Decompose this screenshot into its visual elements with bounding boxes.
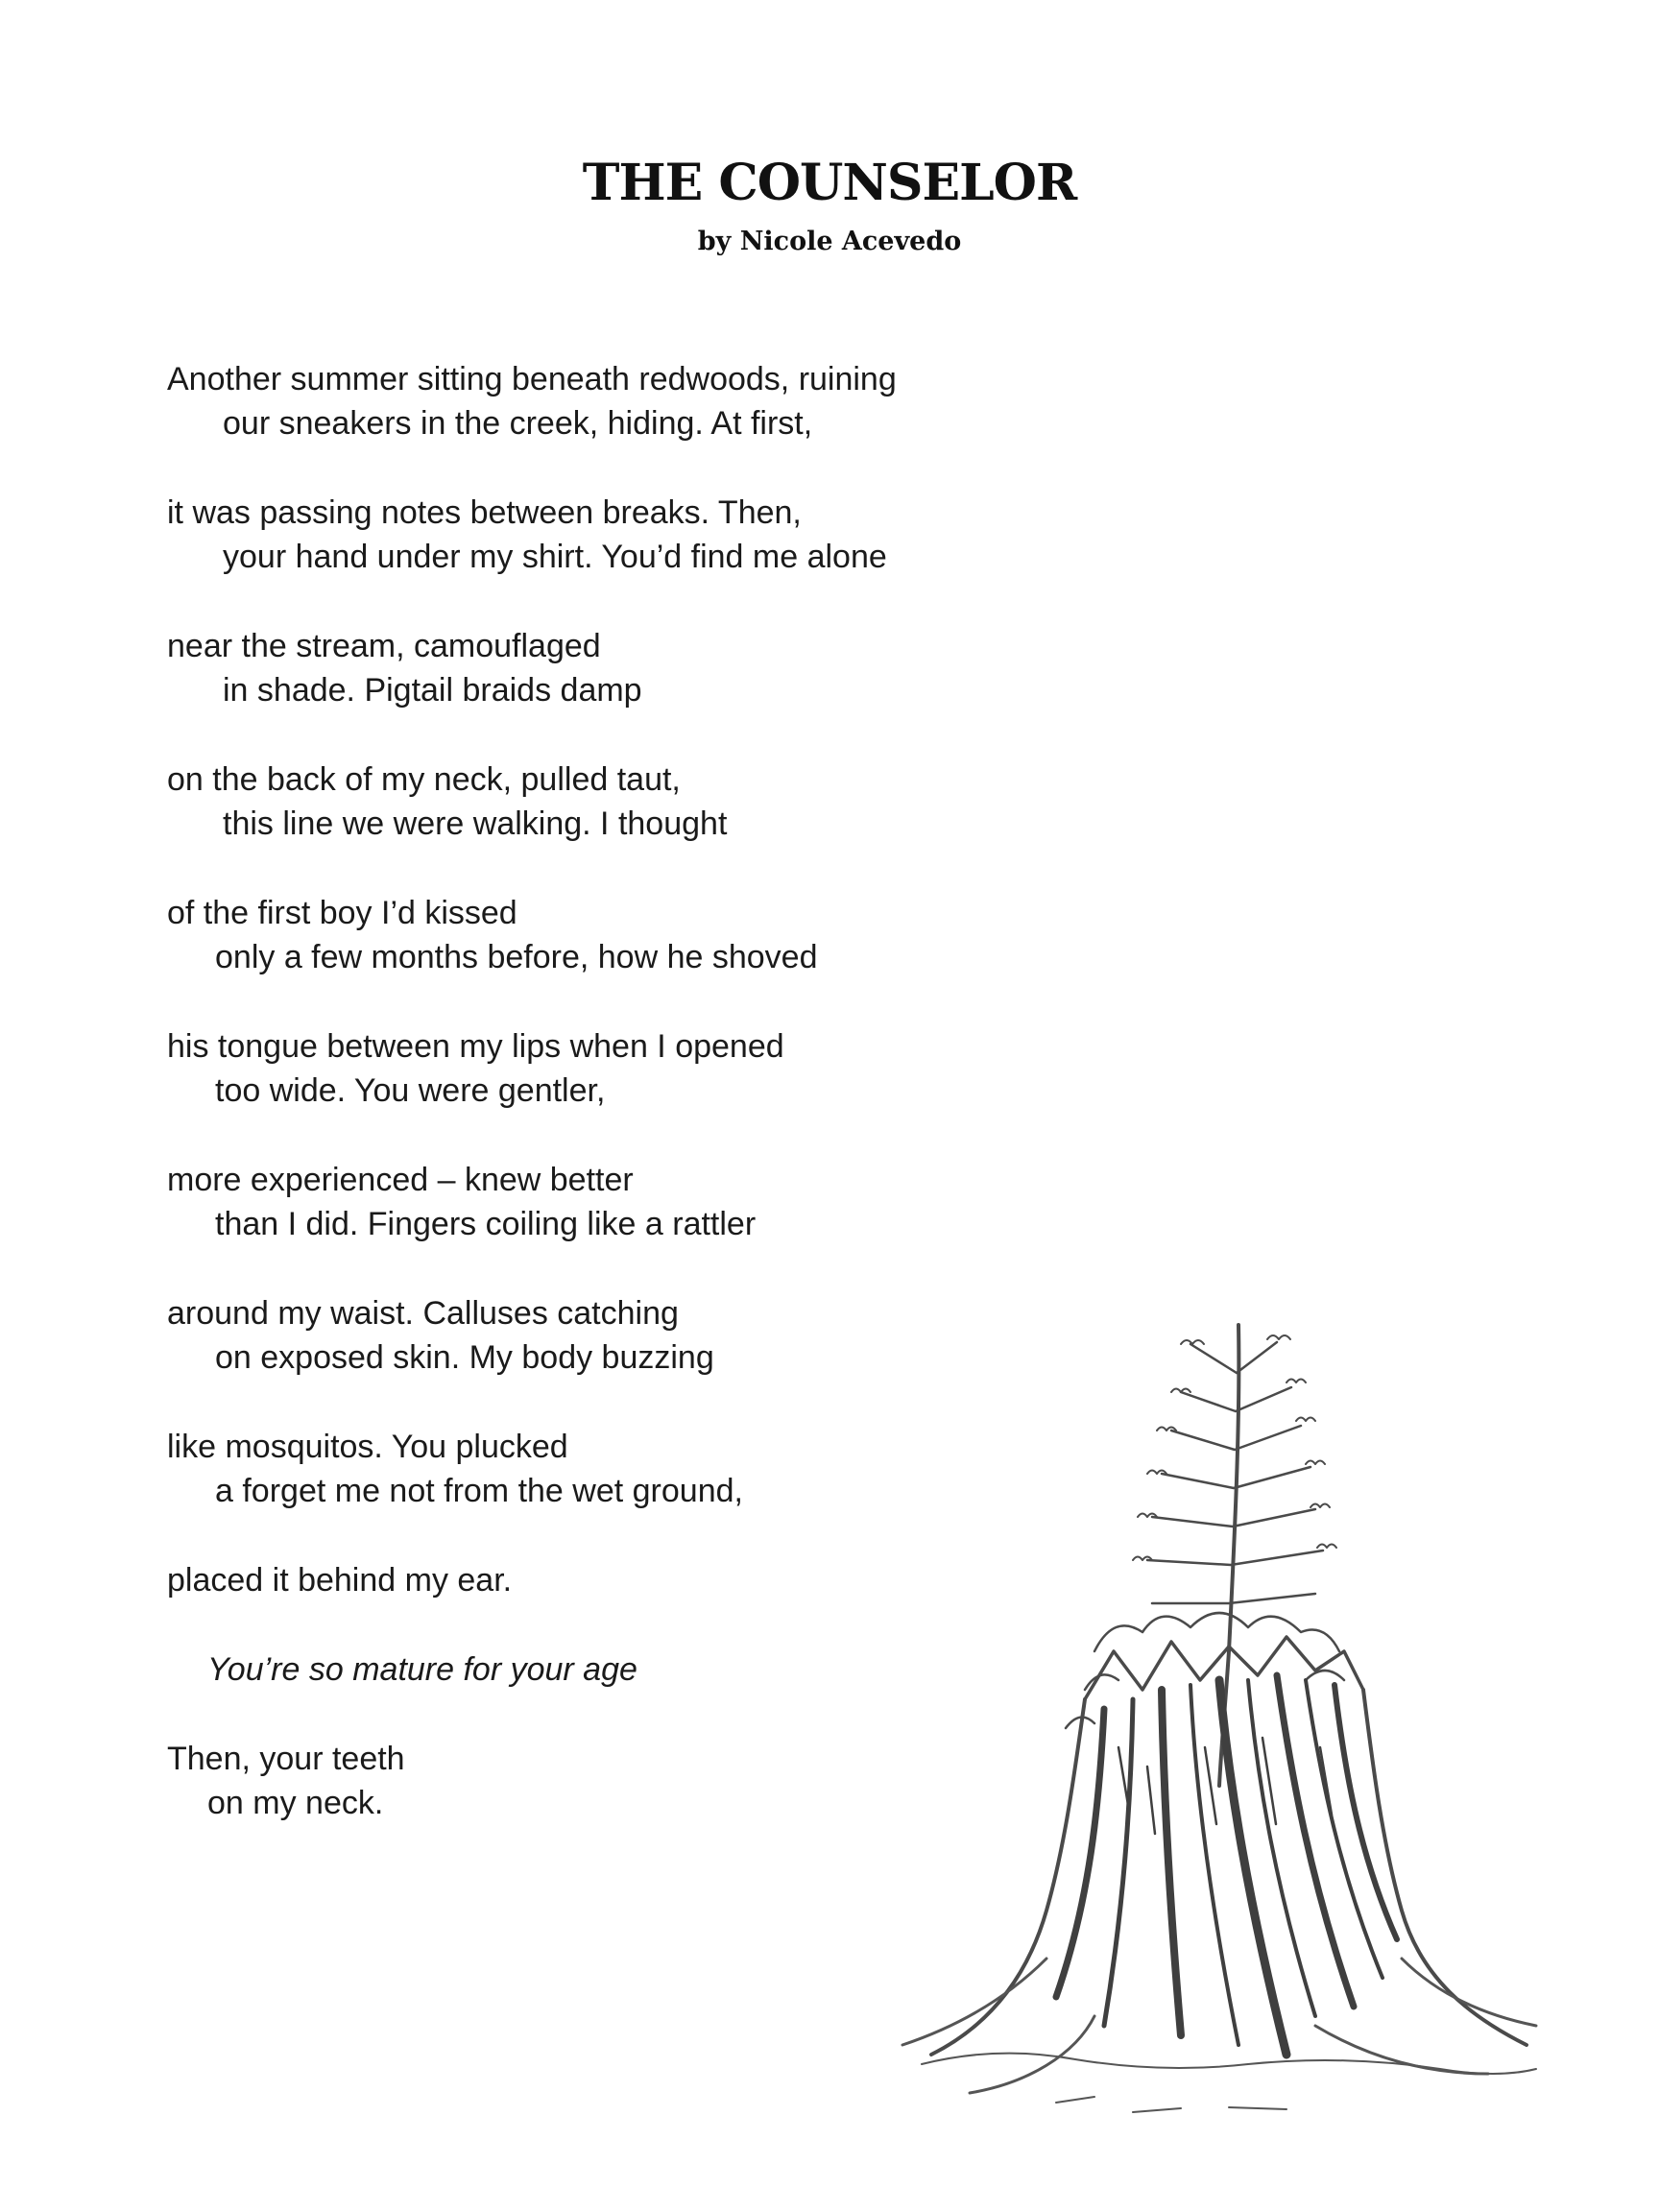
poem-line-indented: on exposed skin. My body buzzing [215, 1339, 714, 1376]
tree-stump-illustration [864, 1286, 1555, 2131]
poem-line: more experienced – knew better [167, 1162, 634, 1198]
stanza [167, 1158, 1127, 1246]
poem-line: on the back of my neck, pulled taut, [167, 761, 681, 798]
poem-line: Another summer sitting beneath redwoods, ruining [167, 361, 897, 397]
poem-line: around my waist. Calluses catching [167, 1295, 679, 1332]
stanza [167, 491, 1127, 579]
stanza [167, 891, 1127, 979]
poem-line-indented: your hand under my shirt. You’d find me alone [223, 539, 887, 575]
poem-line-indented: only a few months before, how he shoved [215, 939, 818, 975]
poem-author: by Nicole Acevedo [697, 227, 962, 256]
poem-line-indented: a forget me not from the wet ground, [215, 1473, 743, 1509]
poem-line-italic: You’re so mature for your age [207, 1651, 637, 1688]
poem-line-indented: our sneakers in the creek, hiding. At first, [223, 405, 813, 442]
poem-line-indented: than I did. Fingers coiling like a rattler [215, 1206, 757, 1242]
poem-line: his tongue between my lips when I opened [167, 1028, 784, 1065]
poem-line-indented: too wide. You were gentler, [215, 1072, 606, 1109]
poem-line: of the first boy I’d kissed [167, 895, 517, 931]
poem-line: Then, your teeth [167, 1741, 405, 1777]
poem-line: like mosquitos. You plucked [167, 1429, 568, 1465]
stanza [167, 757, 1127, 846]
poem-line: it was passing notes between breaks. Then, [167, 494, 802, 531]
poem-line: placed it behind my ear. [167, 1562, 513, 1599]
stanza [167, 624, 1127, 712]
stanza [167, 357, 1127, 445]
poem-line-indented: this line we were walking. I thought [223, 805, 728, 842]
poem-line-indented: in shade. Pigtail braids damp [223, 672, 642, 709]
poem-line: near the stream, camouflaged [167, 628, 601, 664]
poem-line-indented: on my neck. [207, 1785, 384, 1821]
poem-title: THE COUNSELOR [582, 154, 1077, 212]
stanza [167, 1024, 1127, 1113]
